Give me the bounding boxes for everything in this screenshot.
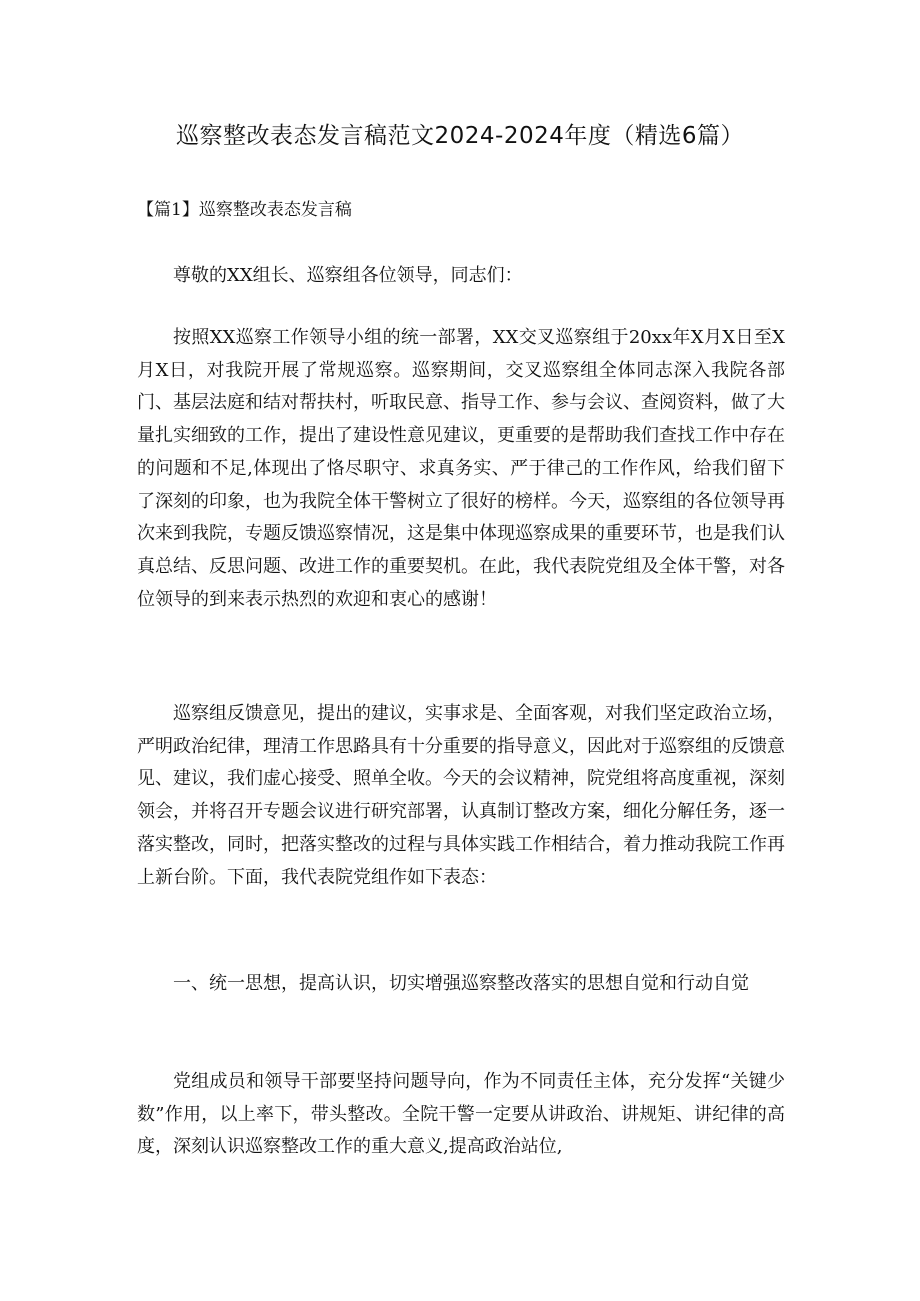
body-paragraph: 按照XX巡察工作领导小组的统一部署，XX交叉巡察组于20xx年X月X日至X月X日，对我院开展了常规巡察。巡察期间，交叉巡察组全体同志深入我院各部门、基层法庭和结对帮扶村，听取民意、指导工作、参与会议、查阅资料，做了大量扎实细致的工作，提出了建设性意见建议，更重要的是帮助我们查找工作中存在的问题和不足,体现出了恪尽职守、求真务实、严于律己的工作作风，给我们留下了深刻的印象，也为我院全体干警树立了很好的榜样。今天，巡察组的各位领导再次来到我院，专题反馈巡察情况，这是集中体现巡察成果的重要环节，也是我们认真总结、反思问题、改进工作的重要契机。在此，我代表院党组及全体干警，对各位领导的到来表示热烈的欢迎和衷心的感谢！ (137, 327, 785, 610)
document-title: 巡察整改表态发言稿范文2024-2024年度（精选6篇） (176, 123, 744, 149)
body-paragraph: 党组成员和领导干部要坚持问题导向，作为不同责任主体，充分发挥“关键少数”作用，以上率下，带头整改。全院干警一定要从讲政治、讲规矩、讲纪律的高度，深刻认识巡察整改工作的重大意义,提高政治站位, (137, 1071, 785, 1158)
subsection-heading: 一、统一思想，提高认识，切实增强巡察整改落实的思想自觉和行动自觉 (173, 973, 749, 994)
section-heading: 【篇1】巡察整改表态发言稿 (137, 200, 352, 220)
greeting-paragraph: 尊敬的XX组长、巡察组各位领导，同志们： (173, 265, 523, 286)
body-paragraph: 巡察组反馈意见，提出的建议，实事求是、全面客观，对我们坚定政治立场，严明政治纪律，理清工作思路具有十分重要的指导意义，因此对于巡察组的反馈意见、建议，我们虚心接受、照单全收。今天的会议精神，院党组将高度重视，深刻领会，并将召开专题会议进行研究部署，认真制订整改方案，细化分解任务，逐一落实整改，同时，把落实整改的过程与具体实践工作相结合，着力推动我院工作再上新台阶。下面，我代表院党组作如下表态： (137, 703, 785, 888)
